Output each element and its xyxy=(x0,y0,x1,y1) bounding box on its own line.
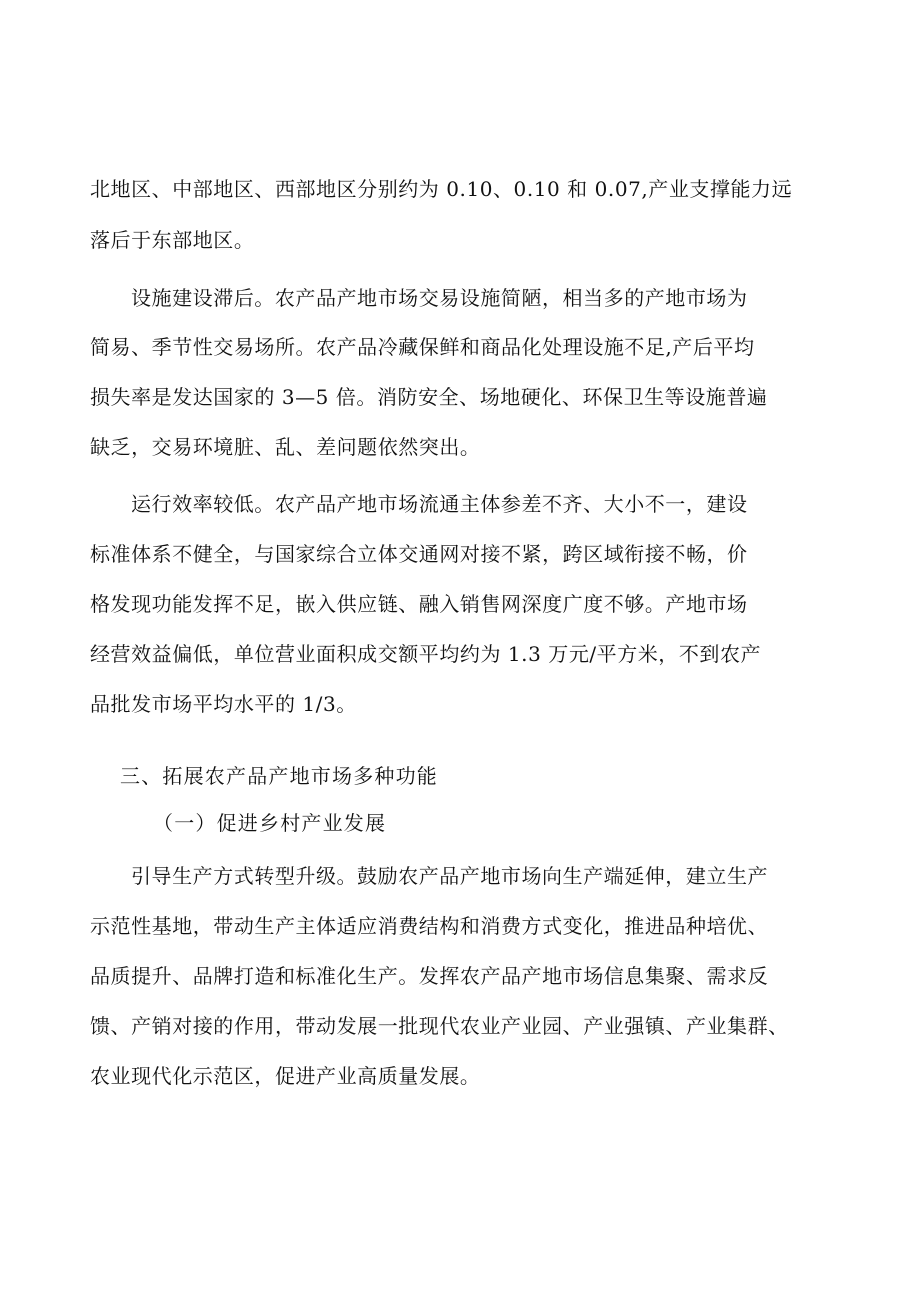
paragraph-line: 示范性基地，带动生产主体适应消费结构和消费方式变化，推进品种培优、 xyxy=(90,914,769,938)
section-heading: 三、拓展农产品产地市场多种功能 xyxy=(120,764,438,788)
paragraph-line: 损失率是发达国家的 3—5 倍。消防安全、场地硬化、环保卫生等设施普遍 xyxy=(90,385,768,409)
subsection-heading: （一）促进乡村产业发展 xyxy=(153,811,387,835)
paragraph-line: 缺乏，交易环境脏、乱、差问题依然突出。 xyxy=(90,435,481,459)
paragraph-line: 运行效率较低。农产品产地市场流通主体参差不齐、大小不一，建设 xyxy=(131,492,748,516)
paragraph-line: 标准体系不健全，与国家综合立体交通网对接不紧，跨区域衔接不畅，价 xyxy=(90,542,748,566)
paragraph-line: 农业现代化示范区，促进产业高质量发展。 xyxy=(90,1064,481,1088)
paragraph-line: 品批发市场平均水平的 1/3。 xyxy=(90,692,357,716)
paragraph-line: 经营效益偏低，单位营业面积成交额平均约为 1.3 万元/平方米，不到农产 xyxy=(90,642,762,666)
paragraph-line: 馈、产销对接的作用，带动发展一批现代农业产业园、产业强镇、产业集群、 xyxy=(90,1014,789,1038)
paragraph-line: 简易、季节性交易场所。农产品冷藏保鲜和商品化处理设施不足,产后平均 xyxy=(90,335,755,359)
paragraph-line: 品质提升、品牌打造和标准化生产。发挥农产品产地市场信息集聚、需求反 xyxy=(90,964,769,988)
paragraph-line: 引导生产方式转型升级。鼓励农产品产地市场向生产端延伸，建立生产 xyxy=(131,864,769,888)
paragraph-line: 北地区、中部地区、西部地区分别约为 0.10、0.10 和 0.07,产业支撑能力远 xyxy=(90,177,793,201)
paragraph-line: 格发现功能发挥不足，嵌入供应链、融入销售网深度广度不够。产地市场 xyxy=(90,592,748,616)
paragraph-line: 落后于东部地区。 xyxy=(90,228,255,252)
paragraph-line: 设施建设滞后。农产品产地市场交易设施简陋，相当多的产地市场为 xyxy=(131,286,748,310)
